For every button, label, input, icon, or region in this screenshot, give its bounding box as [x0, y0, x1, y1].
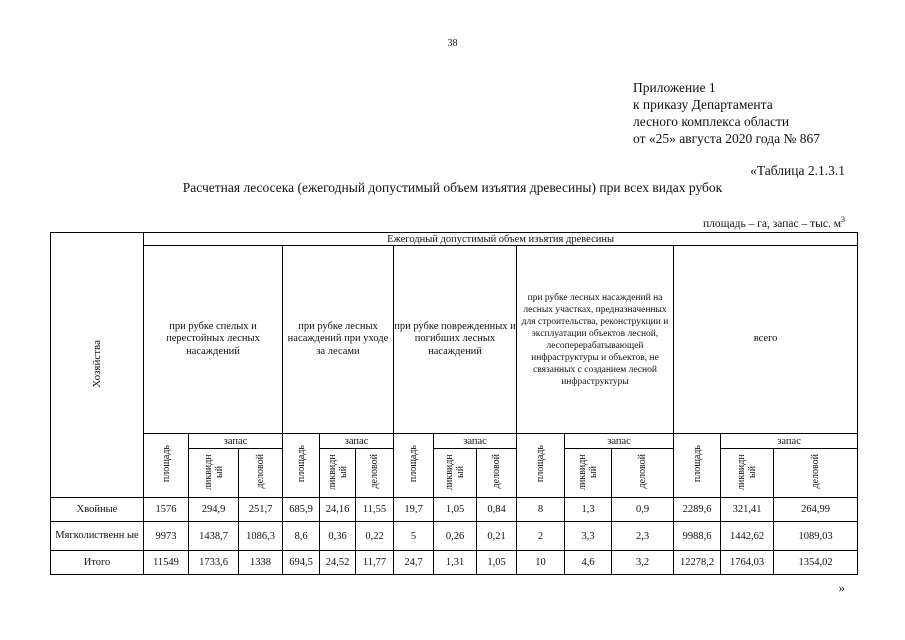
table-row — [51, 551, 858, 575]
row-label-softwood: Мягколиственн ые — [51, 522, 144, 551]
data-cell: 0,21 — [477, 522, 517, 551]
data-cell: 0,9 — [612, 498, 674, 522]
data-cell: 1354,02 — [774, 551, 858, 575]
document-title: Расчетная лесосека (ежегодный допустимый объем изъятия древесины) при всех видах рубок — [182, 180, 723, 195]
subheader-stock-2: запас — [320, 434, 394, 449]
units-superscript: 3 — [841, 215, 845, 224]
data-cell: 24,16 — [320, 498, 356, 522]
data-cell: 4,6 — [565, 551, 612, 575]
subheader-stock-5: запас — [721, 434, 858, 449]
data-cell: 3,2 — [612, 551, 674, 575]
subheader-area-1 — [144, 434, 189, 498]
area-label: площадь — [160, 445, 172, 483]
subheader-area-5 — [674, 434, 721, 498]
data-cell: 1442,62 — [721, 522, 774, 551]
data-cell: 5 — [394, 522, 434, 551]
area-label: площадь — [535, 445, 546, 483]
data-cell: 264,99 — [774, 498, 858, 522]
subheader-business-3 — [477, 449, 517, 498]
data-cell: 12278,2 — [674, 551, 721, 575]
page-number: 38 — [447, 38, 458, 49]
harvest-table — [50, 232, 858, 575]
group-header-total: всего — [674, 246, 858, 434]
subheader-stock-1: запас — [189, 434, 283, 449]
data-cell: 9973 — [144, 522, 189, 551]
appendix-line-3: лесного комплекса области — [633, 114, 790, 129]
subheader-liquid-2 — [320, 449, 356, 498]
data-cell: 1,05 — [434, 498, 477, 522]
subheader-liquid-5 — [721, 449, 774, 498]
units-text: площадь – га, запас – тыс. м — [702, 217, 841, 230]
data-cell: 1086,3 — [239, 522, 283, 551]
table-row — [51, 498, 858, 522]
subheader-business-2 — [356, 449, 394, 498]
data-cell: 1438,7 — [189, 522, 239, 551]
data-cell: 0,26 — [434, 522, 477, 551]
subheader-area-3 — [394, 434, 434, 498]
data-cell: 251,7 — [239, 498, 283, 522]
data-cell: 1733,6 — [189, 551, 239, 575]
area-label: площадь — [408, 445, 419, 483]
area-label: площадь — [295, 445, 307, 483]
data-cell: 321,41 — [721, 498, 774, 522]
data-cell: 1,05 — [477, 551, 517, 575]
data-cell: 8,6 — [283, 522, 320, 551]
table-reference: «Таблица 2.1.3.1 — [750, 163, 845, 178]
data-cell: 9988,6 — [674, 522, 721, 551]
subheader-stock-4: запас — [565, 434, 674, 449]
data-cell: 0,84 — [477, 498, 517, 522]
appendix-line-4: от «25» августа 2020 года № 867 — [633, 131, 820, 146]
data-cell: 24,52 — [320, 551, 356, 575]
data-cell: 0,22 — [356, 522, 394, 551]
business-label: деловой — [491, 454, 502, 489]
data-cell: 685,9 — [283, 498, 320, 522]
row-header-cell — [51, 233, 144, 498]
liquid-label: ликвидн ый — [326, 453, 349, 490]
liquid-label: ликвидн ый — [444, 453, 466, 490]
business-label: деловой — [637, 454, 648, 489]
data-cell: 1764,03 — [721, 551, 774, 575]
group-header-mature: при рубке спелых и перестойных лесных насаждений — [144, 246, 283, 434]
data-cell: 294,9 — [189, 498, 239, 522]
group-header-damaged: при рубке поврежденных и погибших лесных насаждений — [394, 246, 517, 434]
data-cell: 0,36 — [320, 522, 356, 551]
main-header: Ежегодный допустимый объем изъятия древесины — [144, 233, 858, 246]
subheader-area-2 — [283, 434, 320, 498]
row-header-label: Хозяйства — [90, 339, 103, 388]
group-header-thinning: при рубке лесных насаждений при уходе за лесами — [283, 246, 394, 434]
liquid-label: ликвидн ый — [577, 453, 599, 490]
subheader-liquid-3 — [434, 449, 477, 498]
appendix-line-1: Приложение 1 — [633, 80, 716, 95]
table-row — [51, 522, 858, 551]
data-cell: 1,3 — [565, 498, 612, 522]
business-label: деловой — [255, 454, 266, 489]
appendix-block — [633, 79, 820, 147]
data-cell: 2,3 — [612, 522, 674, 551]
liquid-label: ликвидн ый — [736, 453, 758, 490]
subheader-liquid-4 — [565, 449, 612, 498]
subheader-stock-3: запас — [434, 434, 517, 449]
data-cell: 8 — [517, 498, 565, 522]
subheader-liquid-1 — [189, 449, 239, 498]
business-label: деловой — [810, 454, 822, 489]
data-cell: 694,5 — [283, 551, 320, 575]
row-label-coniferous: Хвойные — [51, 498, 144, 522]
data-cell: 24,7 — [394, 551, 434, 575]
data-cell: 1089,03 — [774, 522, 858, 551]
data-cell: 19,7 — [394, 498, 434, 522]
subheader-area-4 — [517, 434, 565, 498]
data-cell: 11,77 — [356, 551, 394, 575]
closing-quote: » — [838, 580, 845, 595]
units-note — [703, 215, 845, 230]
area-label: площадь — [691, 445, 703, 483]
data-cell: 10 — [517, 551, 565, 575]
liquid-label: ликвидн ый — [202, 453, 225, 490]
data-cell: 2289,6 — [674, 498, 721, 522]
data-cell: 3,3 — [565, 522, 612, 551]
subheader-business-1 — [239, 449, 283, 498]
data-cell: 1338 — [239, 551, 283, 575]
business-label: деловой — [369, 454, 380, 489]
data-cell: 1576 — [144, 498, 189, 522]
data-cell: 1,31 — [434, 551, 477, 575]
appendix-line-2: к приказу Департамента — [633, 97, 773, 112]
data-cell: 2 — [517, 522, 565, 551]
subheader-business-4 — [612, 449, 674, 498]
data-cell: 11,55 — [356, 498, 394, 522]
subheader-business-5 — [774, 449, 858, 498]
group-header-infrastructure: при рубке лесных насаждений на лесных участках, предназначенных для строительства, реконструкции и эксплуатации объектов лесной, лесоперерабатывающей инфраструктуры и объектов, не связанных с созданием лесной инфраструктуры — [517, 246, 674, 434]
data-cell: 11549 — [144, 551, 189, 575]
row-label-total: Итого — [51, 551, 144, 575]
